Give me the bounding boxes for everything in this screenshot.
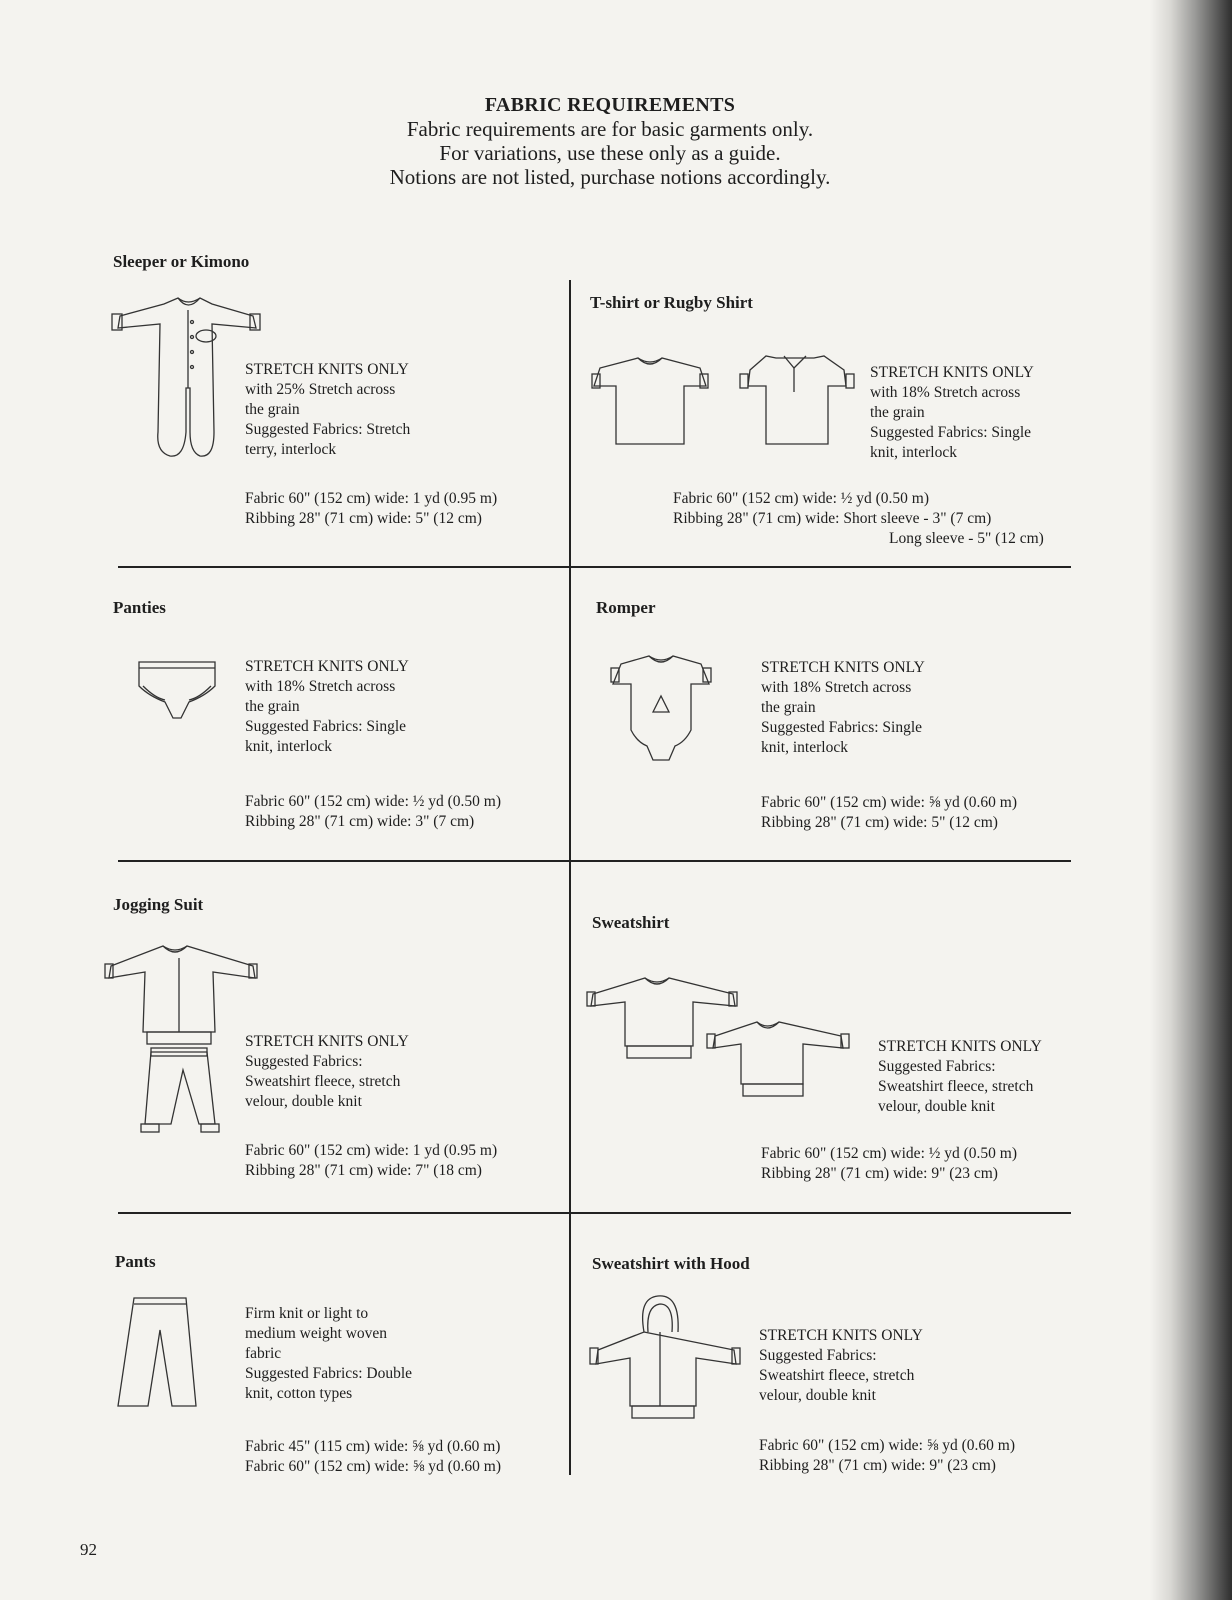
header-line: For variations, use these only as a guide. xyxy=(439,141,781,165)
fabric-line: Fabric 60" (152 cm) wide: ⅝ yd (0.60 m) xyxy=(759,1437,1015,1454)
desc-line: the grain xyxy=(870,404,925,421)
page-header xyxy=(300,94,920,189)
desc-line: Suggested Fabrics: Double xyxy=(245,1365,413,1382)
fabric-description xyxy=(245,1032,409,1112)
desc-line: with 18% Stretch across xyxy=(870,384,1021,401)
fabric-amounts xyxy=(245,1141,497,1181)
desc-line: Sweatshirt fleece, stretch xyxy=(245,1073,401,1090)
pants-illustration xyxy=(112,1294,202,1414)
fabric-amounts xyxy=(245,792,501,832)
book-gutter-shadow xyxy=(1150,0,1232,1600)
desc-line: the grain xyxy=(245,698,300,715)
fabric-line: Ribbing 28" (71 cm) wide: 3" (7 cm) xyxy=(245,813,475,830)
fabric-line: Long sleeve - 5" (12 cm) xyxy=(889,530,1044,547)
desc-line: STRETCH KNITS ONLY xyxy=(870,364,1034,381)
fabric-description xyxy=(759,1326,923,1406)
fabric-line: Fabric 60" (152 cm) wide: 1 yd (0.95 m) xyxy=(245,1142,498,1159)
page-title: FABRIC REQUIREMENTS xyxy=(484,94,736,116)
desc-line: knit, interlock xyxy=(245,738,332,755)
fabric-description xyxy=(870,363,1034,463)
fabric-line: Fabric 45" (115 cm) wide: ⅝ yd (0.60 m) xyxy=(245,1438,501,1455)
desc-line: knit, interlock xyxy=(870,444,957,461)
fabric-line: Ribbing 28" (71 cm) wide: 9" (23 cm) xyxy=(761,1165,998,1182)
desc-line: Suggested Fabrics: Stretch xyxy=(245,421,411,438)
desc-line: STRETCH KNITS ONLY xyxy=(878,1038,1042,1055)
section-title: Jogging Suit xyxy=(113,895,204,914)
romper-illustration xyxy=(605,650,725,760)
fabric-line: Ribbing 28" (71 cm) wide: 5" (12 cm) xyxy=(245,510,482,527)
sleeper-illustration xyxy=(108,292,268,462)
desc-line: medium weight woven xyxy=(245,1325,388,1342)
desc-line: the grain xyxy=(245,401,300,418)
row-divider xyxy=(118,860,1071,862)
section-title: Panties xyxy=(113,598,166,617)
desc-line: velour, double knit xyxy=(878,1098,995,1115)
jogging-suit-illustration xyxy=(103,940,263,1160)
desc-line: Suggested Fabrics: Single xyxy=(870,424,1032,441)
fabric-line: Fabric 60" (152 cm) wide: ½ yd (0.50 m) xyxy=(761,1145,1017,1162)
desc-line: Suggested Fabrics: Single xyxy=(761,719,923,736)
desc-line: STRETCH KNITS ONLY xyxy=(245,1033,409,1050)
fabric-description xyxy=(245,1304,412,1404)
desc-line: velour, double knit xyxy=(759,1387,876,1404)
desc-line: terry, interlock xyxy=(245,441,337,458)
desc-line: Suggested Fabrics: xyxy=(878,1058,996,1075)
tshirt-illustration xyxy=(588,352,858,452)
desc-line: STRETCH KNITS ONLY xyxy=(761,659,925,676)
fabric-amounts xyxy=(245,1437,501,1477)
fabric-line: Fabric 60" (152 cm) wide: 1 yd (0.95 m) xyxy=(245,490,498,507)
fabric-line: Fabric 60" (152 cm) wide: ½ yd (0.50 m) xyxy=(245,793,501,810)
section-title: T-shirt or Rugby Shirt xyxy=(590,293,753,312)
desc-line: velour, double knit xyxy=(245,1093,362,1110)
column-divider xyxy=(569,280,571,1475)
fabric-line: Ribbing 28" (71 cm) wide: Short sleeve - 3" (7 cm) xyxy=(673,510,992,527)
desc-line: Suggested Fabrics: xyxy=(245,1053,363,1070)
sweatshirt-illustration xyxy=(585,972,865,1112)
header-line: Fabric requirements are for basic garments only. xyxy=(406,117,814,141)
fabric-description xyxy=(761,658,925,758)
desc-line: Sweatshirt fleece, stretch xyxy=(759,1367,915,1384)
fabric-amounts xyxy=(759,1436,1015,1476)
panties-illustration xyxy=(135,656,220,726)
row-divider xyxy=(118,566,1071,568)
fabric-amounts xyxy=(761,793,1017,833)
desc-line: with 18% Stretch across xyxy=(245,678,396,695)
fabric-amounts xyxy=(761,1144,1017,1184)
fabric-line: Fabric 60" (152 cm) wide: ½ yd (0.50 m) xyxy=(673,490,929,507)
desc-line: Suggested Fabrics: xyxy=(759,1347,877,1364)
section-title: Sleeper or Kimono xyxy=(113,252,250,271)
desc-line: with 25% Stretch across xyxy=(245,381,396,398)
desc-line: with 18% Stretch across xyxy=(761,679,912,696)
desc-line: Suggested Fabrics: Single xyxy=(245,718,407,735)
row-divider xyxy=(118,1212,1071,1214)
section-title: Romper xyxy=(596,598,656,617)
desc-line: knit, cotton types xyxy=(245,1385,353,1402)
fabric-description xyxy=(878,1037,1042,1117)
desc-line: knit, interlock xyxy=(761,739,848,756)
fabric-line: Ribbing 28" (71 cm) wide: 5" (12 cm) xyxy=(761,814,998,831)
desc-line: STRETCH KNITS ONLY xyxy=(759,1327,923,1344)
fabric-description xyxy=(245,360,410,460)
fabric-amounts xyxy=(245,489,497,529)
desc-line: fabric xyxy=(245,1345,282,1362)
fabric-line: Ribbing 28" (71 cm) wide: 9" (23 cm) xyxy=(759,1457,996,1474)
desc-line: STRETCH KNITS ONLY xyxy=(245,658,409,675)
desc-line: Sweatshirt fleece, stretch xyxy=(878,1078,1034,1095)
desc-line: the grain xyxy=(761,699,816,716)
fabric-description xyxy=(245,657,409,757)
desc-line: STRETCH KNITS ONLY xyxy=(245,361,409,378)
section-title: Pants xyxy=(115,1252,156,1271)
fabric-amounts xyxy=(673,489,1044,549)
hooded-sweatshirt-illustration xyxy=(588,1292,748,1432)
page-number: 92 xyxy=(80,1540,97,1559)
fabric-line: Ribbing 28" (71 cm) wide: 7" (18 cm) xyxy=(245,1162,482,1179)
desc-line: Firm knit or light to xyxy=(245,1305,369,1322)
header-line: Notions are not listed, purchase notions accordingly. xyxy=(389,165,831,189)
section-title: Sweatshirt xyxy=(592,913,670,932)
fabric-line: Fabric 60" (152 cm) wide: ⅝ yd (0.60 m) xyxy=(245,1458,501,1475)
fabric-line: Fabric 60" (152 cm) wide: ⅝ yd (0.60 m) xyxy=(761,794,1017,811)
section-title: Sweatshirt with Hood xyxy=(592,1254,750,1273)
